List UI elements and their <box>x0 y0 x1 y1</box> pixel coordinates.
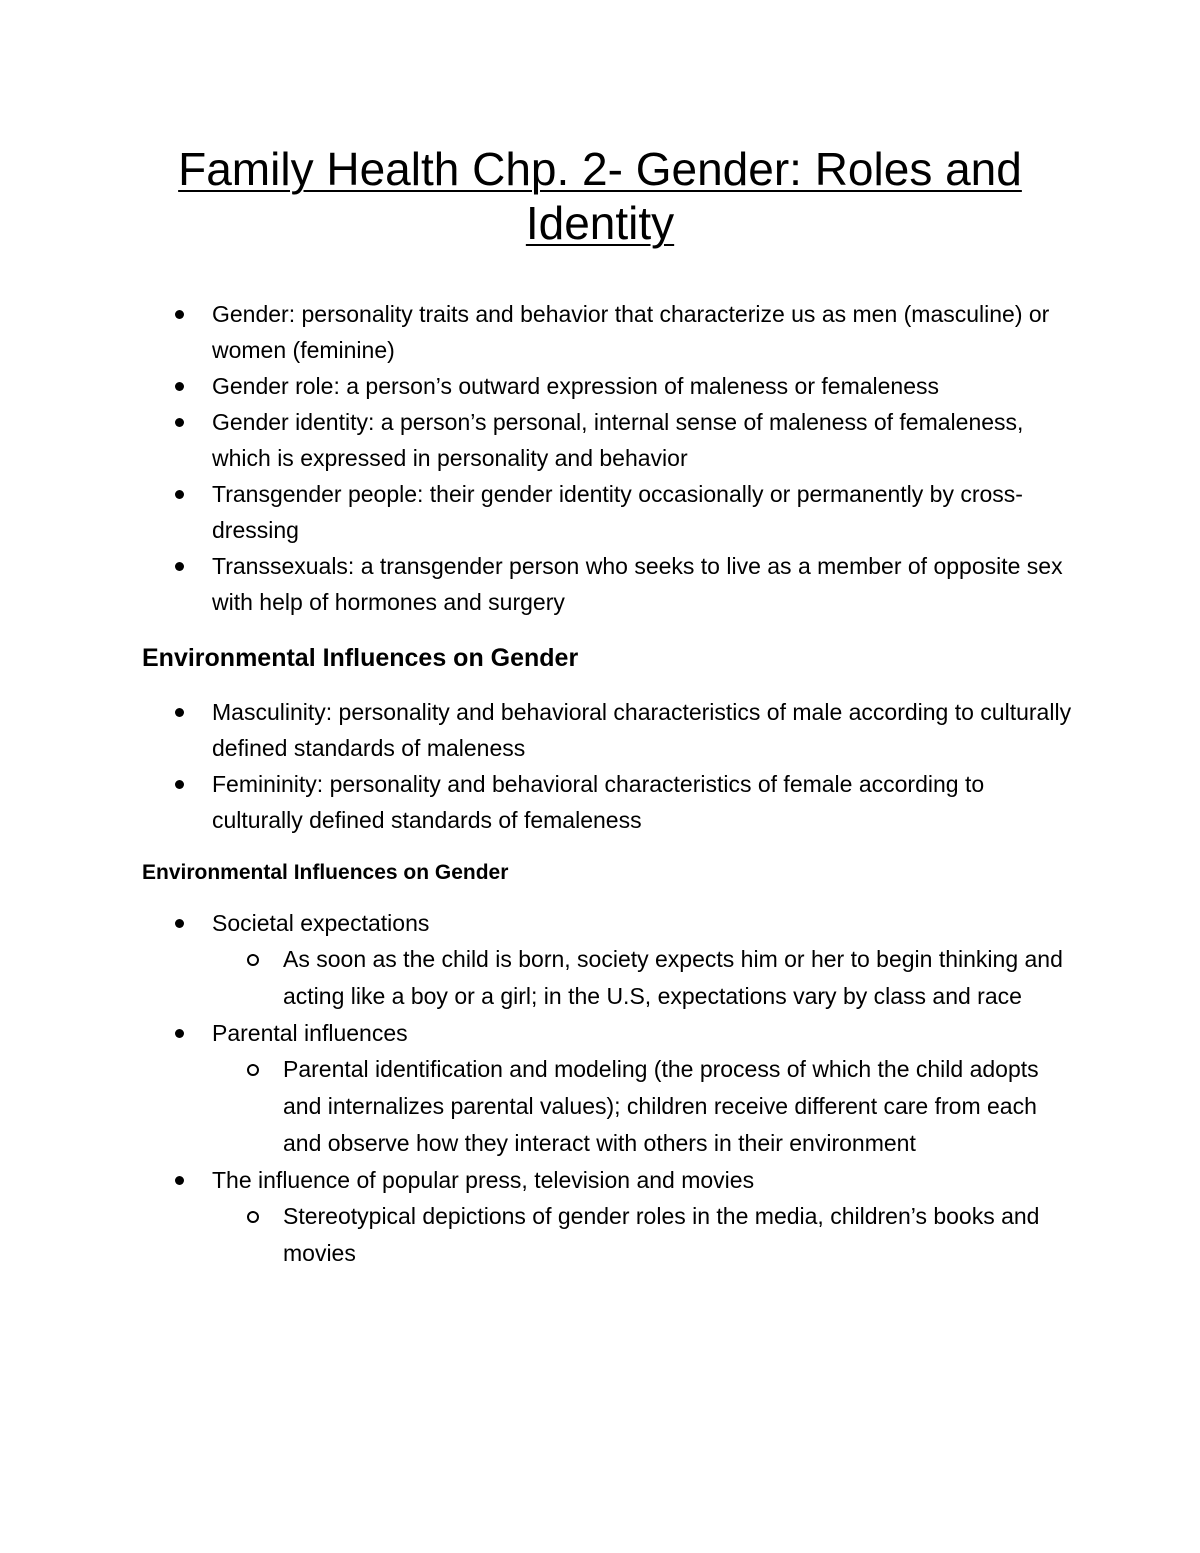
bullet-icon <box>175 1176 184 1185</box>
hollow-bullet-icon <box>247 1211 259 1223</box>
list-item: Transgender people: their gender identity occasionally or permanently by cross-dressing <box>0 476 1200 548</box>
list-item: Societal expectations <box>0 905 1200 941</box>
page-title: Family Health Chp. 2- Gender: Roles and Identity <box>178 143 1022 249</box>
section1-list <box>0 694 1200 838</box>
bullet-icon <box>175 310 184 319</box>
bullet-icon <box>175 490 184 499</box>
bullet-icon <box>175 382 184 391</box>
hollow-bullet-icon <box>247 1064 259 1076</box>
list-item: Femininity: personality and behavioral characteristics of female according to culturally defined standards of femaleness <box>0 766 1200 838</box>
bullet-icon <box>175 708 184 717</box>
list-item: Gender role: a person’s outward expression of maleness or femaleness <box>0 368 1200 404</box>
definitions-list <box>0 296 1200 620</box>
sub-list-item: Parental identification and modeling (the process of which the child adopts and internalizes parental values); children receive different care from each and observe how they interact with others in their environment <box>0 1051 1200 1162</box>
list-item: The influence of popular press, television and movies <box>0 1162 1200 1198</box>
sub-list-item: Stereotypical depictions of gender roles in the media, children’s books and movies <box>0 1198 1200 1272</box>
hollow-bullet-icon <box>247 954 259 966</box>
section-heading: Environmental Influences on Gender <box>142 644 579 672</box>
section-subheading: Environmental Influences on Gender <box>142 861 509 884</box>
section2-list <box>0 905 1200 1272</box>
bullet-icon <box>175 1029 184 1038</box>
bullet-icon <box>175 919 184 928</box>
sub-list-item: As soon as the child is born, society expects him or her to begin thinking and acting like a boy or a girl; in the U.S, expectations vary by class and race <box>0 941 1200 1015</box>
list-item: Parental influences <box>0 1015 1200 1051</box>
bullet-icon <box>175 418 184 427</box>
list-item: Gender identity: a person’s personal, internal sense of maleness of femaleness, which is expressed in personality and behavior <box>0 404 1200 476</box>
bullet-icon <box>175 562 184 571</box>
list-item: Masculinity: personality and behavioral characteristics of male according to culturally defined standards of maleness <box>0 694 1200 766</box>
list-item: Transsexuals: a transgender person who seeks to live as a member of opposite sex with help of hormones and surgery <box>0 548 1200 620</box>
list-item: Gender: personality traits and behavior that characterize us as men (masculine) or women (feminine) <box>0 296 1200 368</box>
bullet-icon <box>175 780 184 789</box>
